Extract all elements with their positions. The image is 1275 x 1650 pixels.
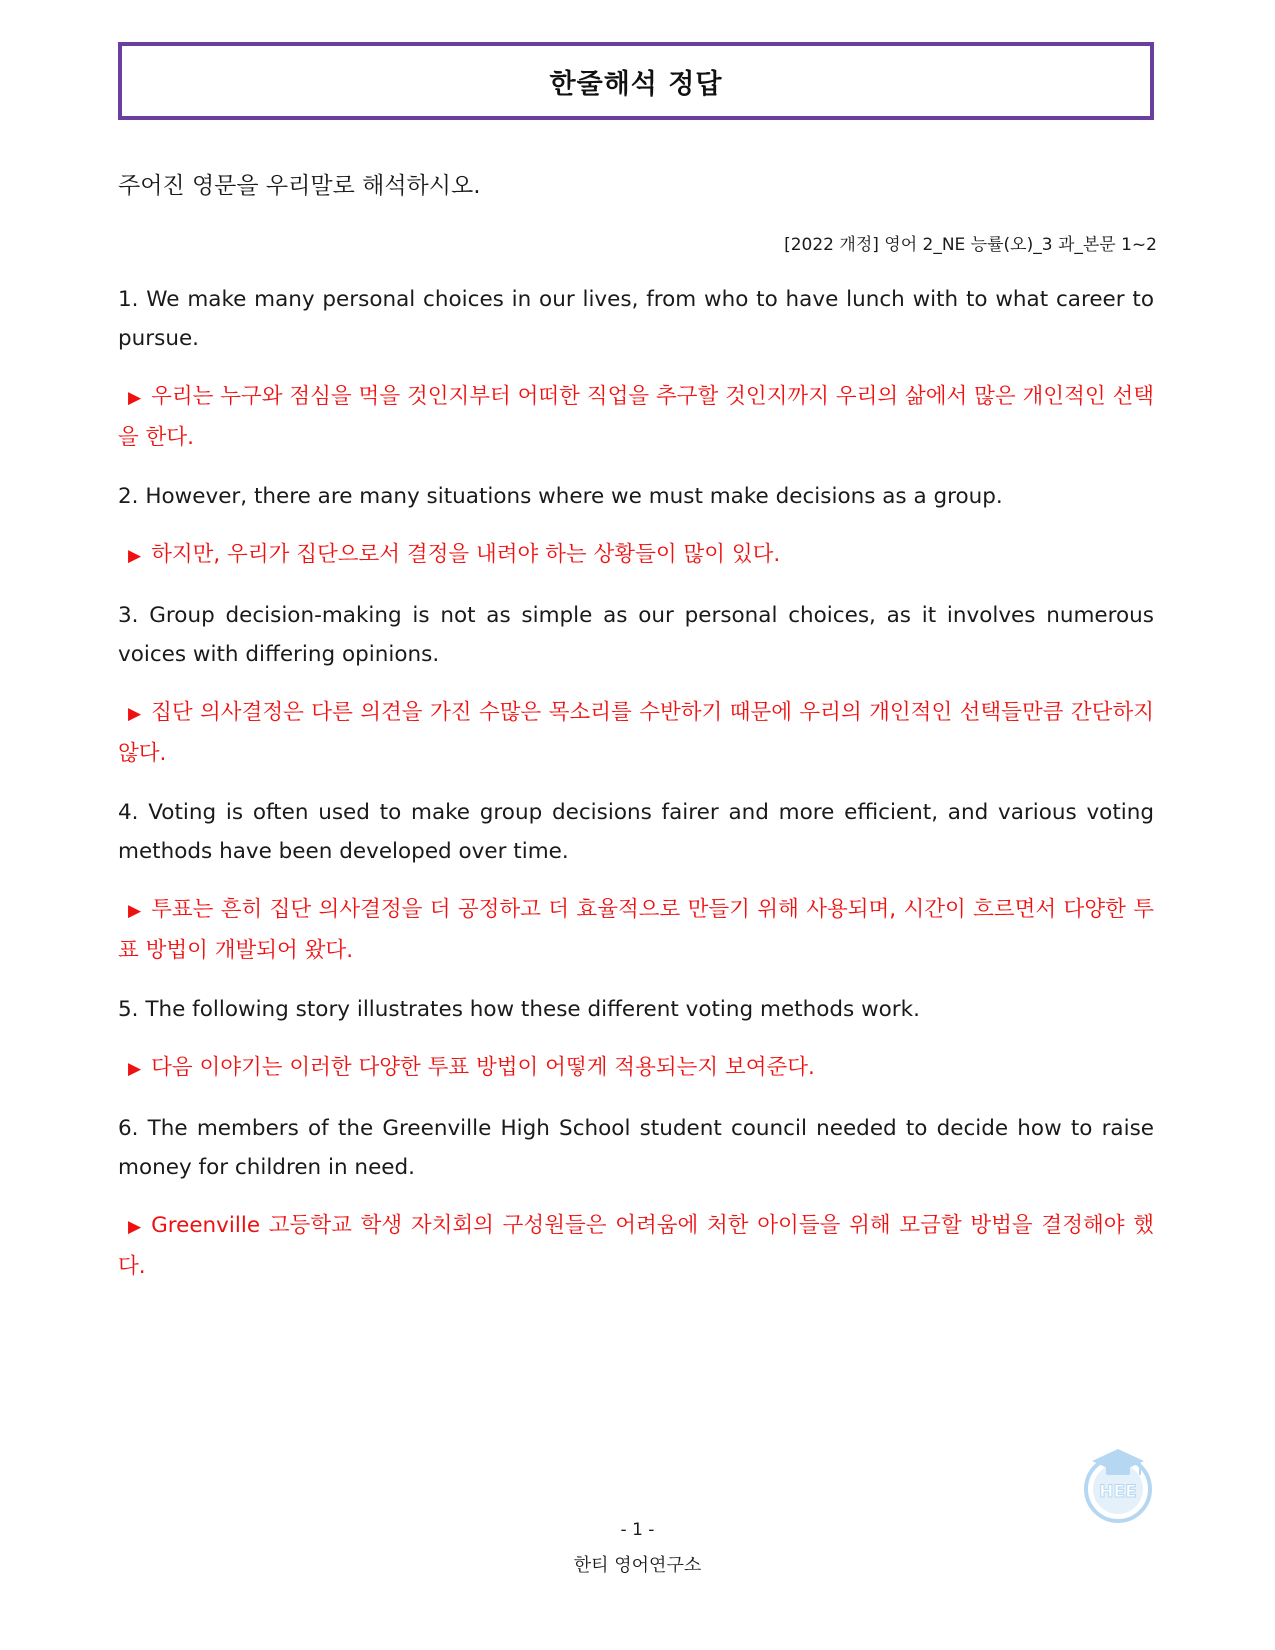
korean-answer-text: 투표는 흔히 집단 의사결정을 더 공정하고 더 효율적으로 만들기 위해 사용되며, 시간이 흐르면서 다양한 투표 방법이 개발되어 왔다.: [118, 897, 1154, 963]
english-sentence: 4. Voting is often used to make group decisions fairer and more efficient, and various voting methods have been developed over time.: [118, 800, 1154, 864]
page-number: - 1 -: [620, 1520, 655, 1540]
english-sentence: 2. However, there are many situations where we must make decisions as a group.: [118, 484, 1003, 509]
graduation-cap-icon: [1092, 1449, 1144, 1475]
logo-text: HEE: [1099, 1482, 1137, 1502]
instruction-text: 주어진 영문을 우리말로 해석하시오.: [118, 173, 481, 199]
arrow-icon: ▶: [128, 704, 142, 724]
korean-answer: [118, 693, 1154, 773]
korean-answer-text: Greenville 고등학교 학생 자치회의 구성원들은 어려움에 처한 아이들을 위해 모금할 방법을 결정해야 했다.: [118, 1213, 1154, 1279]
english-sentence: 5. The following story illustrates how these different voting methods work.: [118, 997, 920, 1022]
arrow-icon: ▶: [128, 1059, 142, 1079]
korean-answer-text: 집단 의사결정은 다른 의견을 가진 수많은 목소리를 수반하기 때문에 우리의 개인적인 선택들만큼 간단하지 않다.: [118, 700, 1154, 766]
hee-logo: [1078, 1445, 1158, 1525]
korean-answer-text: 우리는 누구와 점심을 먹을 것인지부터 어떠한 직업을 추구할 것인지까지 우리의 삶에서 많은 개인적인 선택을 한다.: [118, 384, 1154, 450]
list-item: [118, 793, 1154, 970]
footer-label: 한티 영어연구소: [573, 1555, 702, 1576]
korean-answer-text: 하지만, 우리가 집단으로서 결정을 내려야 하는 상황들이 많이 있다.: [151, 542, 781, 567]
korean-answer: [118, 890, 1154, 970]
korean-answer: [118, 1206, 1154, 1286]
english-sentence: 6. The members of the Greenville High School student council needed to decide how to raise money for children in need.: [118, 1116, 1154, 1180]
page-title: 한줄해석 정답: [549, 68, 723, 100]
arrow-icon: ▶: [128, 901, 142, 921]
korean-answer-text: 다음 이야기는 이러한 다양한 투표 방법이 어떻게 적용되는지 보여준다.: [151, 1055, 815, 1080]
title-box: [118, 42, 1154, 120]
arrow-icon: ▶: [128, 388, 142, 408]
list-item: [118, 280, 1154, 457]
korean-answer: [118, 377, 1154, 457]
content: [118, 280, 1154, 1306]
english-sentence: 1. We make many personal choices in our lives, from who to have lunch with to what career to pursue.: [118, 287, 1154, 351]
list-item: [118, 990, 1154, 1089]
korean-answer: [118, 1048, 1154, 1089]
source-label: [2022 개정] 영어 2_NE 능률(오)_3 과_본문 1~2: [784, 235, 1157, 255]
arrow-icon: ▶: [128, 546, 142, 566]
list-item: [118, 596, 1154, 773]
list-item: [118, 477, 1154, 576]
arrow-icon: ▶: [128, 1217, 142, 1237]
korean-answer: [118, 535, 1154, 576]
english-sentence: 3. Group decision-making is not as simple as our personal choices, as it involves numerous voices with differing opinions.: [118, 603, 1154, 667]
list-item: [118, 1109, 1154, 1286]
